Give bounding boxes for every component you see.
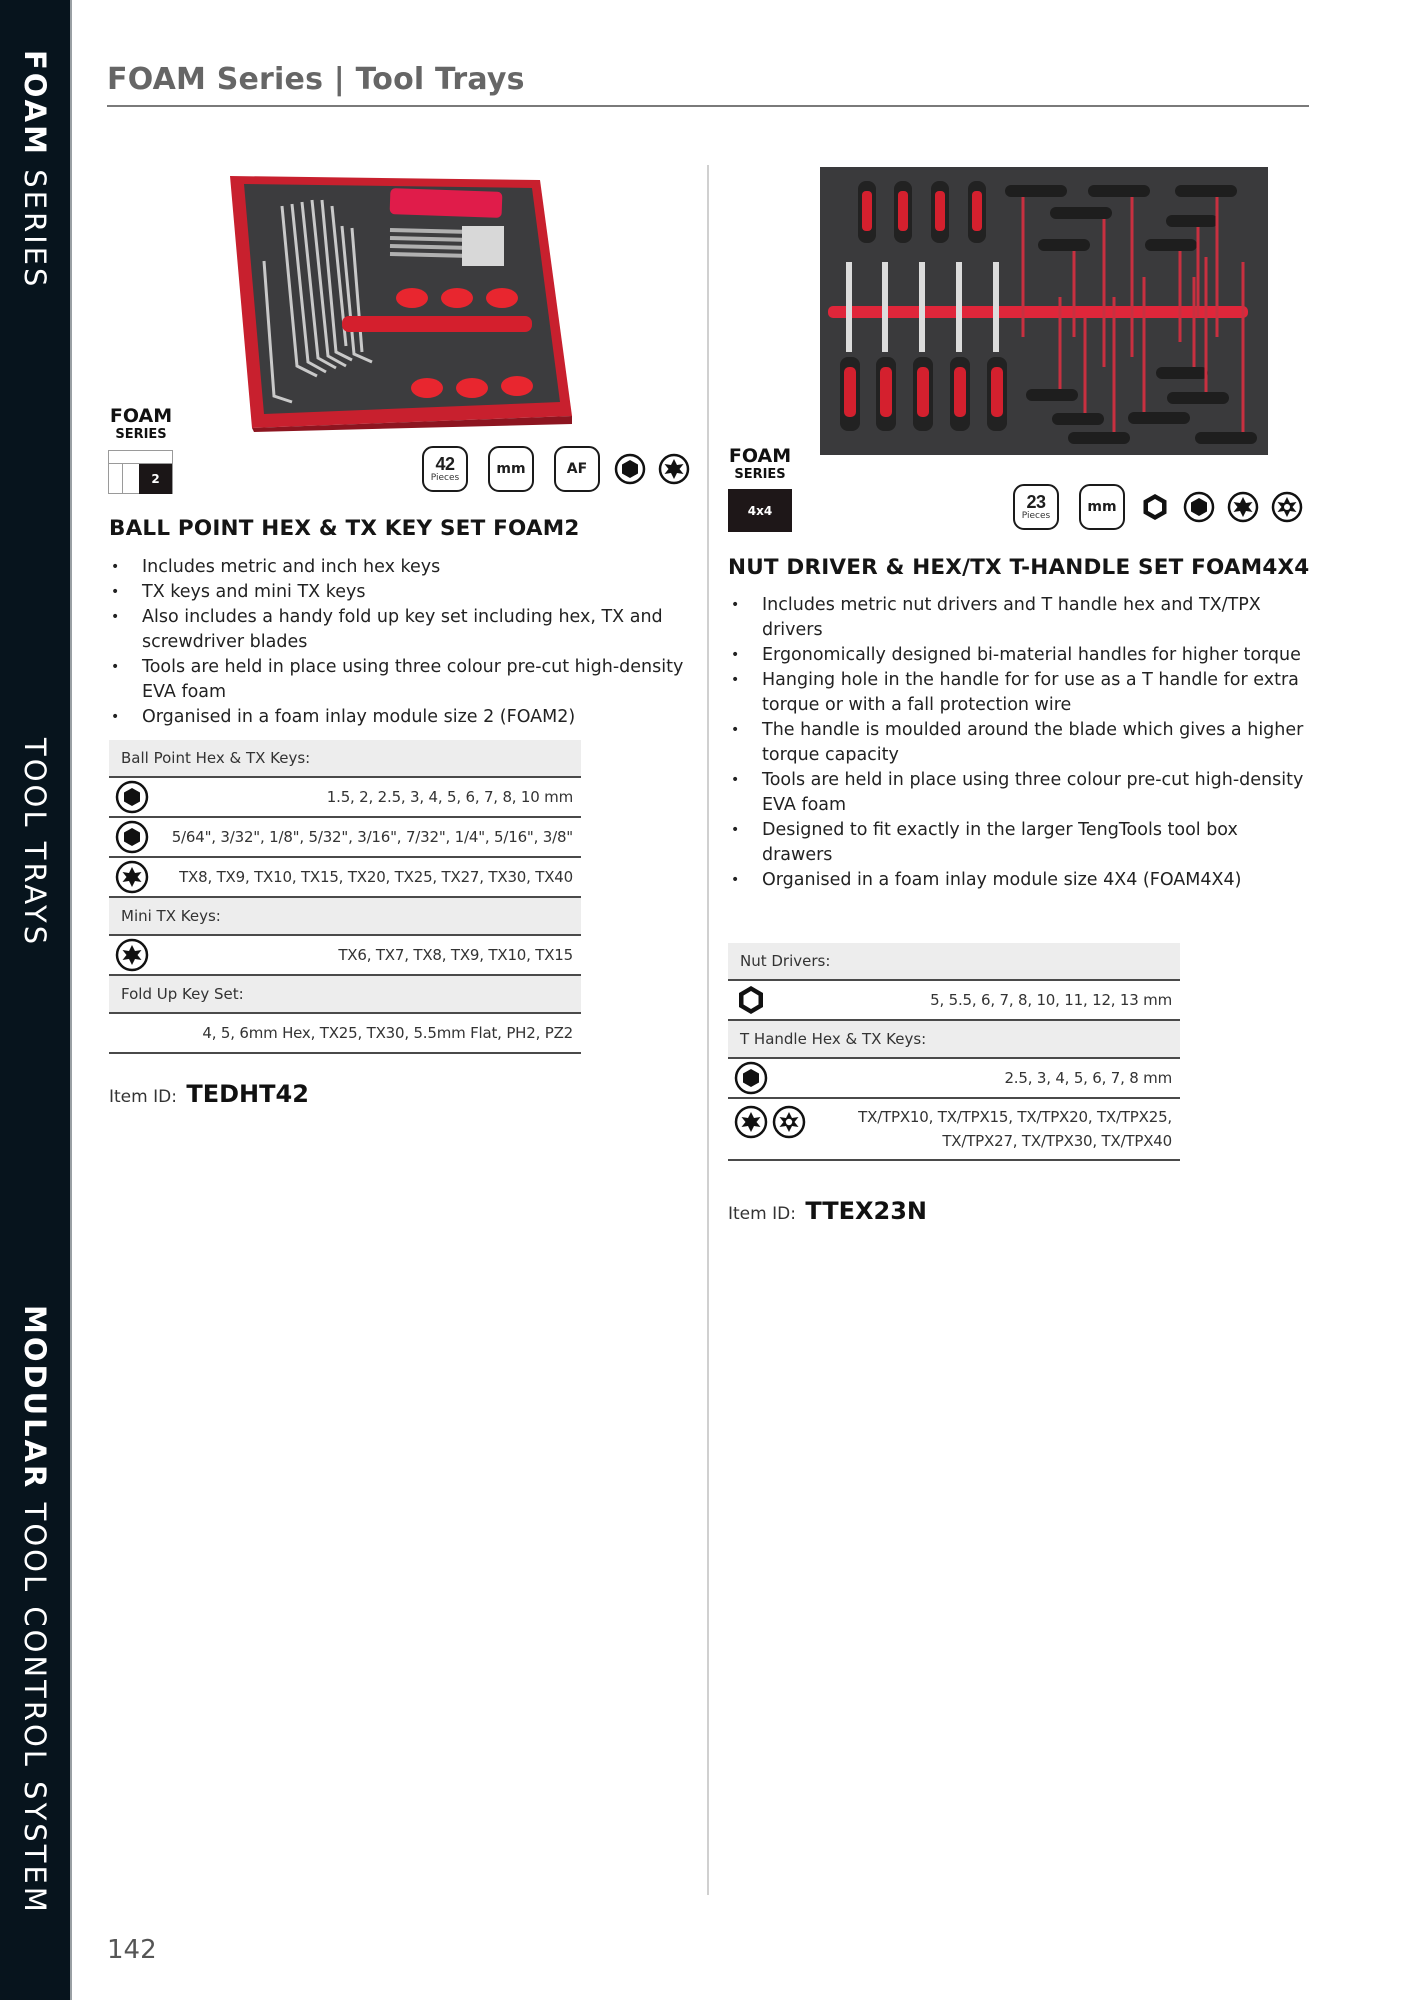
feature-item: • TX keys and mini TX keys <box>111 582 366 602</box>
spec-value-line: TX/TPX10, TX/TPX15, TX/TPX20, TX/TPX25, <box>858 1108 1172 1126</box>
torx-plus-icon <box>1271 491 1303 523</box>
spec-row <box>109 778 581 818</box>
spec-icon-row <box>422 446 702 492</box>
item-id-code: TEDHT42 <box>186 1080 309 1108</box>
foam-badge-line2: SERIES <box>115 427 167 442</box>
hex-socket-icon <box>115 820 149 854</box>
module-grid-top <box>109 451 172 464</box>
pieces-label: Pieces <box>430 473 460 483</box>
af-badge <box>554 446 600 492</box>
sidebar-label-bold: MODULAR <box>18 1305 52 1491</box>
feature-item: • Ergonomically designed bi-material handles for higher torque <box>731 645 1301 665</box>
section-sidebar <box>0 0 70 2000</box>
spec-value-line: TX/TPX27, TX/TPX30, TX/TPX40 <box>942 1132 1172 1150</box>
item-id-code: TTEX23N <box>805 1197 928 1225</box>
feature-text: Includes metric nut drivers and T handle hex and TX/TPX drivers <box>762 595 1261 640</box>
feature-text: Organised in a foam inlay module size 2 (FOAM2) <box>142 707 576 727</box>
spec-row <box>109 858 581 898</box>
pieces-count-badge <box>422 446 468 492</box>
spec-row <box>109 936 581 976</box>
spec-row <box>109 818 581 858</box>
spec-table <box>728 943 1180 1161</box>
spec-row <box>728 1059 1180 1099</box>
product-title: NUT DRIVER & HEX/TX T-HANDLE SET FOAM4X4 <box>728 555 1310 580</box>
feature-text: TX keys and mini TX keys <box>142 582 366 602</box>
sidebar-label-foam-series <box>0 50 70 289</box>
hex-socket-icon <box>115 780 149 814</box>
sidebar-label-modular-system <box>0 1305 70 1915</box>
torx-icon <box>1227 491 1259 523</box>
feature-item: • Organised in a foam inlay module size 4X4 (FOAM4X4) <box>731 870 1242 890</box>
spec-section-header: T Handle Hex & TX Keys: <box>728 1021 1180 1059</box>
pieces-count-badge <box>1013 484 1059 530</box>
hex-nut-icon <box>734 983 768 1017</box>
torx-icon <box>734 1105 768 1139</box>
spec-value <box>858 1105 1172 1153</box>
feature-item: • Hanging hole in the handle for for use as a T handle for extra torque or with a fall protection wire <box>731 670 1299 715</box>
metric-badge <box>488 446 534 492</box>
metric-label: mm <box>1087 499 1117 515</box>
hex-socket-icon <box>1183 491 1215 523</box>
spec-value: TX6, TX7, TX8, TX9, TX10, TX15 <box>338 946 573 964</box>
torx-plus-icon <box>772 1105 806 1139</box>
item-id <box>728 1197 927 1225</box>
feature-item: • Includes metric and inch hex keys <box>111 557 441 577</box>
feature-text: Hanging hole in the handle for for use as a T handle for extra torque or with a fall protection wire <box>762 670 1299 715</box>
module-grid-divider <box>122 464 123 494</box>
spec-section-header: Nut Drivers: <box>728 943 1180 981</box>
product-title: BALL POINT HEX & TX KEY SET FOAM2 <box>109 516 580 541</box>
sidebar-label-rest: TOOL CONTROL SYSTEM <box>18 1490 52 1915</box>
spec-row <box>728 1099 1180 1161</box>
torx-icon <box>115 860 149 894</box>
pieces-count: 23 <box>1026 492 1046 512</box>
sidebar-label-text: TOOL TRAYS <box>18 738 52 948</box>
feature-item: • The handle is moulded around the blade which gives a higher torque capacity <box>731 720 1304 765</box>
module-size-indicator <box>108 450 173 494</box>
title-divider <box>107 105 1309 107</box>
module-size-label: 2 <box>139 464 172 494</box>
foam-badge-line2: SERIES <box>734 467 786 482</box>
pieces-label: Pieces <box>1021 511 1051 521</box>
hex-socket-icon <box>614 453 646 485</box>
af-label: AF <box>566 461 588 477</box>
feature-item: • Also includes a handy fold up key set including hex, TX and screwdriver blades <box>111 607 663 652</box>
feature-text: Tools are held in place using three colour pre-cut high-density EVA foam <box>142 657 684 702</box>
spec-table <box>109 740 581 1054</box>
hex-socket-icon <box>734 1061 768 1095</box>
spec-value: TX8, TX9, TX10, TX15, TX20, TX25, TX27, TX30, TX40 <box>179 868 573 886</box>
item-id <box>109 1080 309 1108</box>
spec-section-header: Fold Up Key Set: <box>109 976 581 1014</box>
feature-text: Organised in a foam inlay module size 4X4 (FOAM4X4) <box>762 870 1242 890</box>
foam-badge-line1: FOAM <box>109 405 173 427</box>
page-number: 142 <box>107 1935 157 1965</box>
torx-icon <box>115 938 149 972</box>
spec-section-header: Mini TX Keys: <box>109 898 581 936</box>
spec-value: 2.5, 3, 4, 5, 6, 7, 8 mm <box>1004 1069 1172 1087</box>
spec-row <box>109 1014 581 1054</box>
feature-text: Tools are held in place using three colour pre-cut high-density EVA foam <box>762 770 1304 815</box>
pieces-count: 42 <box>435 454 455 474</box>
spec-value: 5/64", 3/32", 1/8", 5/32", 3/16", 7/32", 1/4", 5/16", 3/8" <box>171 828 573 846</box>
feature-list <box>109 555 684 730</box>
spec-icon-row <box>1013 484 1315 530</box>
sidebar-label-bold: FOAM <box>18 50 52 157</box>
spec-value: 1.5, 2, 2.5, 3, 4, 5, 6, 7, 8, 10 mm <box>326 788 573 806</box>
hex-nut-icon <box>1139 491 1171 523</box>
feature-item: • Includes metric nut drivers and T handle hex and TX/TPX drivers <box>731 595 1261 640</box>
item-id-label: Item ID: <box>109 1087 177 1107</box>
column-divider <box>707 165 709 1895</box>
feature-text: Ergonomically designed bi-material handles for higher torque <box>762 645 1301 665</box>
spec-section-header: Ball Point Hex & TX Keys: <box>109 740 581 778</box>
spec-value: 4, 5, 6mm Hex, TX25, TX30, 5.5mm Flat, PH2, PZ2 <box>202 1024 573 1042</box>
spec-value: 5, 5.5, 6, 7, 8, 10, 11, 12, 13 mm <box>930 991 1172 1009</box>
page-title: FOAM Series | Tool Trays <box>107 62 525 97</box>
metric-badge <box>1079 484 1125 530</box>
foam-series-badge <box>108 407 174 441</box>
foam-badge-line1: FOAM <box>728 445 792 467</box>
feature-text: The handle is moulded around the blade which gives a higher torque capacity <box>762 720 1304 765</box>
feature-text: Designed to fit exactly in the larger TengTools tool box drawers <box>762 820 1238 865</box>
feature-text: Also includes a handy fold up key set including hex, TX and screwdriver blades <box>142 607 663 652</box>
item-id-label: Item ID: <box>728 1204 796 1224</box>
feature-text: Includes metric and inch hex keys <box>142 557 441 577</box>
sidebar-label-rest: SERIES <box>18 157 52 290</box>
metric-label: mm <box>496 461 526 477</box>
feature-item: • Tools are held in place using three colour pre-cut high-density EVA foam <box>111 657 684 702</box>
spec-row <box>728 981 1180 1021</box>
module-size-label: 4x4 <box>728 489 792 532</box>
product-image-nut-driver-tray <box>820 167 1268 455</box>
foam-series-badge <box>727 447 793 481</box>
sidebar-edge <box>70 0 72 2000</box>
torx-icon <box>658 453 690 485</box>
feature-item: • Designed to fit exactly in the larger TengTools tool box drawers <box>731 820 1238 865</box>
feature-list <box>729 593 1309 893</box>
feature-item: • Organised in a foam inlay module size 2 (FOAM2) <box>111 707 576 727</box>
feature-item: • Tools are held in place using three colour pre-cut high-density EVA foam <box>731 770 1304 815</box>
sidebar-label-tool-trays <box>0 738 70 947</box>
product-image-hex-tx-tray <box>222 166 574 432</box>
